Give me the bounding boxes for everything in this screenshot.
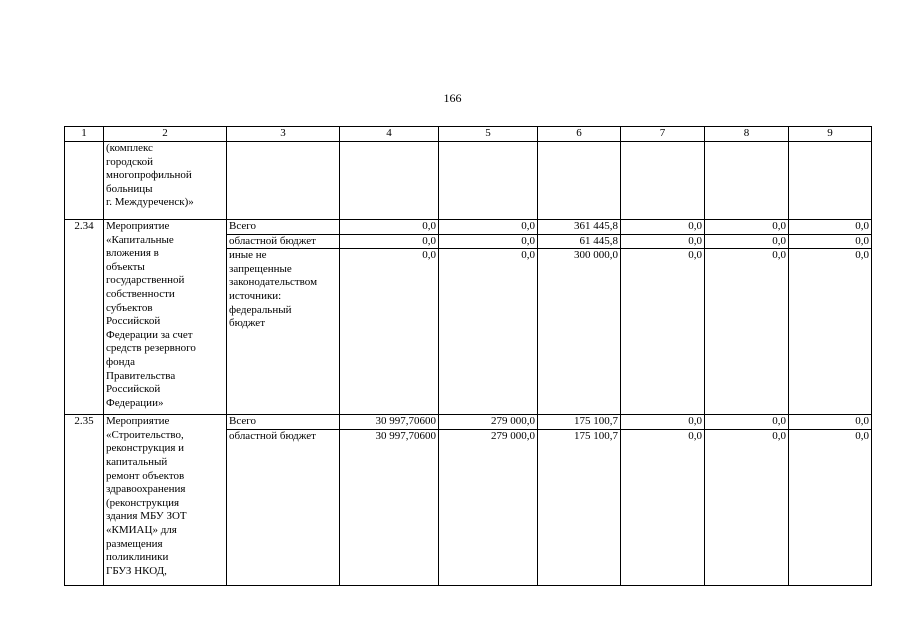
item-name-line: многопрофильной xyxy=(106,169,192,182)
item-name-line: «Строительство, xyxy=(106,428,184,441)
item-name-line: здания МБУ ЗОТ xyxy=(106,510,187,523)
value-cell: 30 997,70600 xyxy=(340,415,439,430)
value-cell xyxy=(621,142,705,220)
value-cell: 0,0 xyxy=(789,429,872,585)
value-cell: 0,0 xyxy=(621,220,705,235)
value-cell: 0,0 xyxy=(705,415,789,430)
column-header: 5 xyxy=(439,127,538,142)
source-line: законодательством xyxy=(229,276,318,289)
value-cell: 0,0 xyxy=(340,234,439,249)
item-name-line: больницы xyxy=(106,182,153,195)
value-cell: 0,0 xyxy=(621,234,705,249)
value-cell xyxy=(439,142,538,220)
value-cell: 0,0 xyxy=(789,234,872,249)
item-name-line: Федерации» xyxy=(106,396,164,409)
item-number-cell: 2.35 xyxy=(65,415,104,586)
item-name-line: реконструкция и xyxy=(106,442,185,455)
item-name-line: Мероприятие xyxy=(106,220,170,232)
item-name-line: государственной xyxy=(106,274,185,287)
table-row xyxy=(65,415,872,430)
item-name-line: ремонт объектов xyxy=(106,469,185,482)
table-row xyxy=(65,220,872,235)
value-cell: 0,0 xyxy=(621,249,705,415)
header-row xyxy=(65,127,872,142)
value-cell: 0,0 xyxy=(705,234,789,249)
value-cell: 300 000,0 xyxy=(538,249,621,415)
item-name-line: здравоохранения xyxy=(106,483,186,496)
item-name-line: собственности xyxy=(106,287,175,300)
column-header: 9 xyxy=(789,127,872,142)
item-name-line: объекты xyxy=(106,260,145,273)
value-cell: 0,0 xyxy=(439,220,538,235)
item-name-line: фонда xyxy=(106,355,135,368)
item-name-line: средств резервного xyxy=(106,342,196,355)
item-name-line: (реконструкция xyxy=(106,496,180,509)
item-name-line: «Капитальные xyxy=(106,233,174,246)
source-cell xyxy=(227,142,340,220)
item-name-line: Российской xyxy=(106,315,161,328)
value-cell: 30 997,70600 xyxy=(340,429,439,585)
column-header: 4 xyxy=(340,127,439,142)
item-name-cell xyxy=(104,220,227,415)
source-line: областной бюджет xyxy=(229,429,316,442)
item-name-cell xyxy=(104,142,227,220)
value-cell: 0,0 xyxy=(340,220,439,235)
item-name-line: размещения xyxy=(106,537,163,550)
value-cell: 361 445,8 xyxy=(538,220,621,235)
source-line: Всего xyxy=(229,415,256,428)
source-line: бюджет xyxy=(229,317,265,330)
item-name-line: Мероприятие xyxy=(106,415,170,428)
column-header: 8 xyxy=(705,127,789,142)
source-line: областной бюджет xyxy=(229,234,316,247)
value-cell: 175 100,7 xyxy=(538,429,621,585)
value-cell: 0,0 xyxy=(789,249,872,415)
value-cell: 0,0 xyxy=(789,415,872,430)
value-cell: 0,0 xyxy=(621,429,705,585)
item-name-line: Федерации за счет xyxy=(106,328,193,341)
source-cell xyxy=(227,249,340,415)
value-cell xyxy=(705,142,789,220)
column-header: 2 xyxy=(104,127,227,142)
value-cell: 0,0 xyxy=(340,249,439,415)
source-cell xyxy=(227,415,340,430)
value-cell xyxy=(340,142,439,220)
source-cell xyxy=(227,220,340,235)
column-header: 6 xyxy=(538,127,621,142)
column-header: 3 xyxy=(227,127,340,142)
value-cell: 0,0 xyxy=(439,234,538,249)
page-number: 166 xyxy=(443,91,462,105)
item-name-line: «КМИАЦ» для xyxy=(106,523,177,536)
item-number-cell: 2.34 xyxy=(65,220,104,415)
column-header: 1 xyxy=(65,127,104,142)
value-cell xyxy=(789,142,872,220)
item-name-line: городской xyxy=(106,155,154,168)
item-name-line: (комплекс xyxy=(106,142,153,154)
source-line: запрещенные xyxy=(229,262,292,275)
value-cell: 0,0 xyxy=(705,429,789,585)
value-cell: 279 000,0 xyxy=(439,415,538,430)
value-cell: 0,0 xyxy=(705,249,789,415)
value-cell: 279 000,0 xyxy=(439,429,538,585)
value-cell: 61 445,8 xyxy=(538,234,621,249)
source-line: иные не xyxy=(229,249,267,262)
item-name-cell xyxy=(104,415,227,586)
item-number-cell xyxy=(65,142,104,220)
budget-table xyxy=(64,126,872,586)
value-cell: 0,0 xyxy=(705,220,789,235)
item-name-line: субъектов xyxy=(106,301,153,314)
source-cell xyxy=(227,234,340,249)
item-name-line: Российской xyxy=(106,383,161,396)
continuation-row xyxy=(65,142,872,220)
source-line: федеральный xyxy=(229,303,292,316)
source-line: Всего xyxy=(229,220,256,232)
value-cell: 0,0 xyxy=(439,249,538,415)
value-cell: 175 100,7 xyxy=(538,415,621,430)
item-name-line: г. Междуреченск)» xyxy=(106,196,194,209)
column-header: 7 xyxy=(621,127,705,142)
item-name-line: Правительства xyxy=(106,369,176,382)
source-cell xyxy=(227,429,340,585)
item-name-line: поликлиники xyxy=(106,551,169,564)
item-name-line: ГБУЗ НКОД, xyxy=(106,564,167,577)
value-cell: 0,0 xyxy=(789,220,872,235)
value-cell xyxy=(538,142,621,220)
value-cell: 0,0 xyxy=(621,415,705,430)
item-name-line: капитальный xyxy=(106,455,168,468)
source-line: источники: xyxy=(229,289,282,302)
item-name-line: вложения в xyxy=(106,247,159,260)
